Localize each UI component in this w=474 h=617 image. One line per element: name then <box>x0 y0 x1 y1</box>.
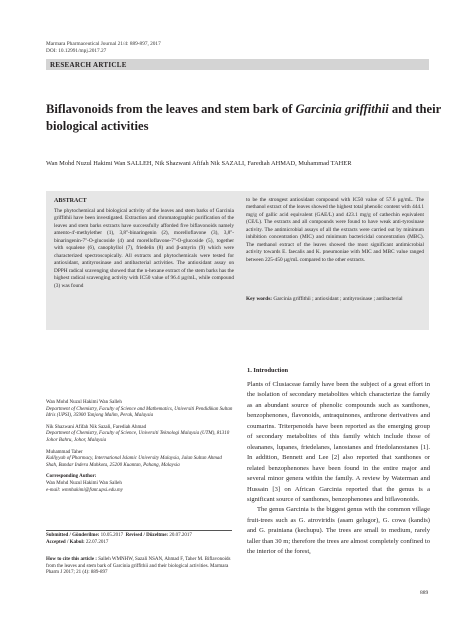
corresponding-email: e-mail: wmnhakimi@fsmt.upsi.edu.my <box>46 487 123 493</box>
submission-dates <box>46 533 234 546</box>
journal-info <box>46 41 161 55</box>
section-label-bar <box>46 59 429 70</box>
submitted-date: 10.05.2017 <box>99 533 124 538</box>
accepted-date: 22.07.2017 <box>84 539 109 545</box>
page-number: 889 <box>420 590 429 596</box>
citation-label: How to cite this article : <box>46 557 97 562</box>
title-part1: Biflavonoids from the leaves and stem bark of <box>46 102 296 116</box>
intro-paragraph-2: The genus Garcinia is the biggest genus with the common village fruit-trees such as G. atroviridis (asam gelugor), G. cowa (kandis) and G. prainiana (kechupu). The trees are small to medium, rarely taller than 30 m; therefore the trees are almost completely confined to the interior of the forest, <box>247 506 432 556</box>
affiliation-name: Wan Mohd Nuzul Hakimi Wan Salleh <box>46 400 122 405</box>
abstract-text-left: The phytochemical and biological activity of the leaves and stem barks of Garcinia griffithii have been investigated. Extraction and chromatographic purification of the leaves and stem barks extracts have successfully afforded five biflavonoids namely amento-4'-methylether (1), 3,8''-binaringenin (2), morelloflavone (3), 3,8''-binaringenin-7''-O-glucoside (4) and morelloflavone-7''-O-glucoside (5), together with squalene (6), canophyllol (7), friedelin (8) and β-amyrin (9) which were characterized spectroscopically. All extracts and phytochemicals were tested for antioxidant, antityrosinase and antibacterial activities. The antioxidant assay on DPPH radical scavenging showed that the n-hexane extract of the stem barks has the highest radical scavenging activity with IC50 value of 96.4 µg/mL, while compound (3) was found <box>54 208 236 289</box>
citation-text: Salleh WMNHW, Sazali NSAN, Ahmad F, Taher M. Biflavonoids from the leaves and stem bark of Garcinia griffithii and their biological activities. Marmara Pharm J 2017; 21 (4): 889-897 <box>46 557 232 576</box>
accepted-label: Accepted / Kabul: <box>46 539 85 545</box>
introduction-body <box>247 380 430 558</box>
affiliation-address: Kulliyyah of Pharmacy, International Islamic University Malaysia, Jalan Sultan Ahmad Shah, Bandar Indera Mahkota, 25200 Kuantan, Pahang, Malaysia <box>46 456 224 468</box>
accepted-row <box>46 540 234 547</box>
affiliation-address: Department of Chemistry, Faculty of Science and Mathematics, Universiti Pendidikan Sultan Idris (UPSI), 35900 Tanjong Malim, Perak, Malaysia <box>46 406 234 419</box>
citation <box>46 557 234 577</box>
affiliation-2 <box>46 425 234 445</box>
revised-label: Revised / Düzeltme: <box>125 533 169 538</box>
journal-citation-line: Marmara Pharmaceutical Journal 21/4: 889-897, 2017 <box>46 41 161 47</box>
title-species: Garcinia griffithii <box>295 102 389 116</box>
abstract-box <box>46 191 429 330</box>
corresponding-author <box>46 474 234 494</box>
affiliation-3 <box>46 450 234 470</box>
article-title <box>46 101 445 134</box>
affiliations <box>46 400 234 499</box>
submitted-row <box>46 533 234 540</box>
abstract-text-right: to be the strongest antioxidant compound with IC50 value of 57.6 µg/mL. The methanol extract of the leaves showed the highest total phenolic content with 444.1 mg/g of gallic acid equivalent (GAE/L) and 423.1 mg/g of cathechin equivalent (CE/L). The extracts and all compounds were found to have weak anti-tyrosinase activity. The antimicrobial assays of all the extracts were carried out by minimum inhibition concentration (MIC) and minimum bactericidal concentration (MBC). The methanol extract of the leaves showed the most significant antimicrobial activity towards E. faecalis and K. pneumoniae with MIC and MBC value ranged between 225-450 µg/mL compared to the other extracts. <box>246 197 426 263</box>
divider <box>46 530 232 531</box>
keywords-text: Garcinia griffithii ; antioxidant ; antityrosinase ; antibacterial <box>272 296 403 302</box>
doi-line: DOI: 10.12991/mpj.2017.27 <box>46 48 107 54</box>
keywords-label: Key words: <box>246 296 273 302</box>
affiliation-name: Nik Shazwani Afifah Nik Sazali, Farediah Ahmad <box>46 424 147 430</box>
affiliation-1 <box>46 400 234 420</box>
revised-date: 20.07.2017 <box>168 533 192 538</box>
title-part2: and their biological activities <box>46 102 445 133</box>
abstract-heading: ABSTRACT <box>54 198 87 204</box>
submitted-label: Submitted / Gönderilme: <box>46 533 100 538</box>
affiliation-name: Muhammad Taher <box>46 449 83 455</box>
corresponding-heading: Corresponding Author: <box>46 474 97 480</box>
intro-paragraph-1: Plants of Clusiaceae family have been the subject of a great effort in the isolation of secondary metabolites which characterize the family as an abundant source of phenolic compounds such as xanthones, benzophenones, flavonoids, antraquinones, anthrone derivatives and coumarins. Triterpenoids have been reported as the emerging group of secondary metabolites of this family which include those of oleananes, lupanes, friedelanes, lanostanes and friedolanostanes [1]. In addition, Bennett and Lee [2] also reported that xanthones or related benzophenones have been found in the entire major and several minor genera within the family. A review by Waterman and Hussain [3] on African Garcinia reported that the genus is a significant source of xanthones, benzophenones and biflavonoids. <box>247 381 432 503</box>
corresponding-name: Wan Mohd Nuzul Hakimi Wan Salleh <box>46 480 122 486</box>
author-list: Wan Mohd Nuzul Hakimi Wan SALLEH, Nik Shazwani Afifah Nik SAZALI, Farediah AHMAD, Muhammad TAHER <box>46 160 352 167</box>
keywords <box>246 296 424 303</box>
section-label: RESEARCH ARTICLE <box>50 60 127 69</box>
affiliation-address: Department of Chemistry, Faculty of Science, Universiti Teknologi Malaysia (UTM), 81310 Johor Bahru, Johor, Malaysia <box>46 431 231 443</box>
introduction-heading: 1. Introduction <box>247 367 289 374</box>
